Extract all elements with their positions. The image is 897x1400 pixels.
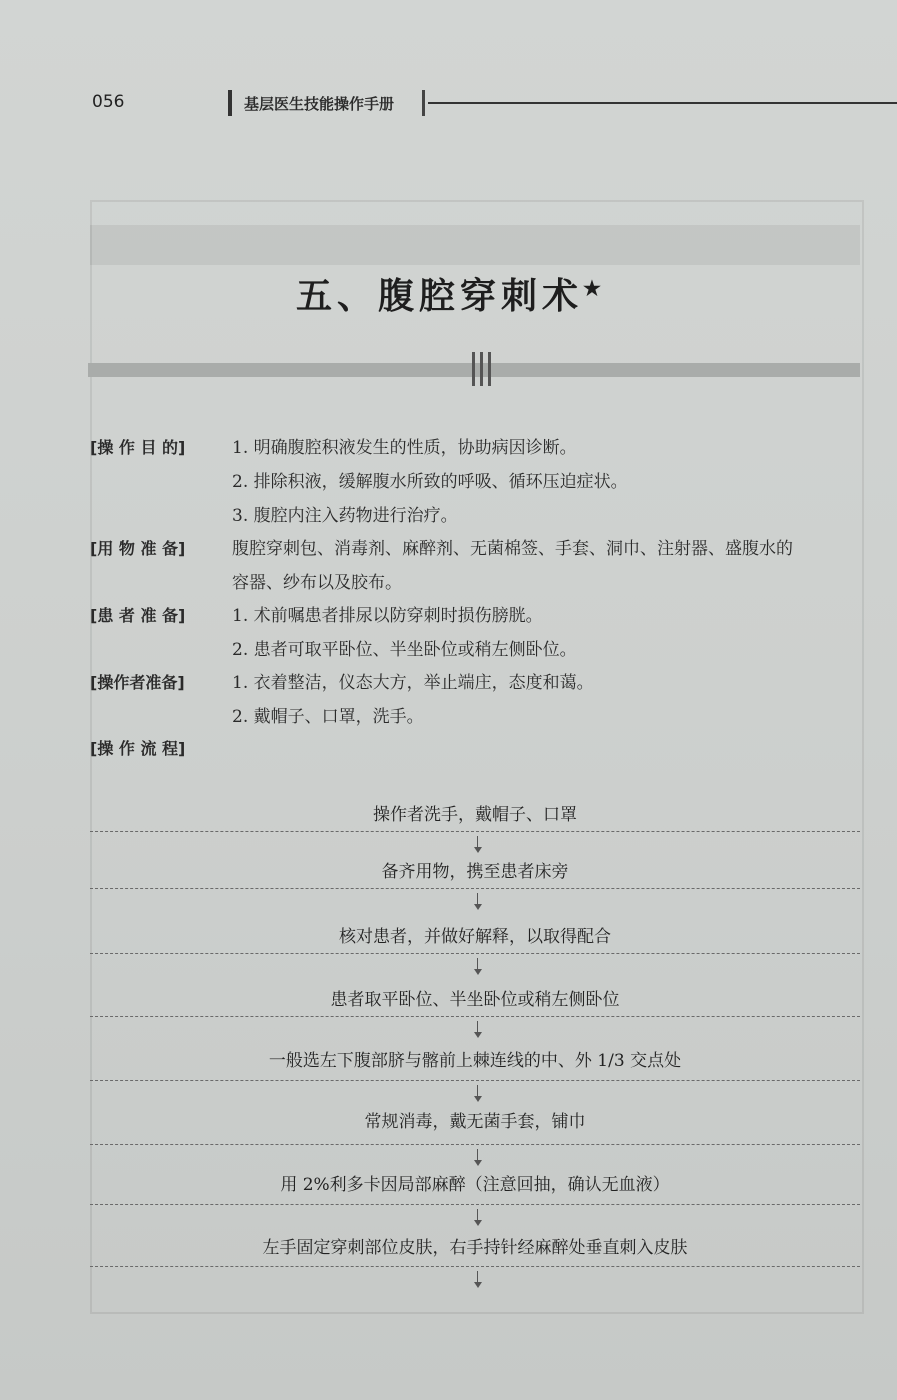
item-line: 2. 排除积液，缓解腹水所致的呼吸、循环压迫症状。 — [232, 472, 628, 492]
arrow-down-icon — [474, 958, 482, 976]
flow-step: 患者取平卧位、半坐卧位或稍左侧卧位 — [330, 990, 620, 1010]
item-line: 腹腔穿刺包、消毒剂、麻醉剂、无菌棉签、手套、洞巾、注射器、盛腹水的 — [232, 539, 793, 559]
flow-divider — [90, 1144, 860, 1145]
item-line: 3. 腹腔内注入药物进行治疗。 — [232, 506, 458, 526]
item-label: [用 物 准 备] — [90, 539, 186, 558]
item-label: [患 者 准 备] — [90, 606, 186, 625]
item-body — [232, 666, 862, 734]
section-title-text: 五、腹腔穿刺术 — [296, 275, 584, 317]
arrow-down-icon — [474, 893, 482, 911]
item-label: [操 作 流 程] — [90, 739, 186, 758]
header-divider — [228, 90, 232, 116]
band-marker — [470, 352, 494, 386]
book-title: 基层医生技能操作手册 — [244, 95, 395, 113]
item-label: [操作者准备] — [90, 673, 185, 692]
item-body — [232, 532, 862, 600]
flow-divider — [90, 1204, 860, 1205]
flow-divider — [90, 1266, 860, 1267]
flow-divider — [90, 1080, 860, 1081]
arrow-down-icon — [474, 1271, 482, 1289]
flow-step: 用 2%利多卡因局部麻醉（注意回抽，确认无血液） — [280, 1175, 670, 1195]
flow-step: 左手固定穿刺部位皮肤，右手持针经麻醉处垂直刺入皮肤 — [262, 1238, 688, 1258]
star-icon: ★ — [583, 276, 601, 300]
section-title — [0, 268, 897, 319]
item-line: 2. 戴帽子、口罩，洗手。 — [232, 707, 424, 727]
running-header — [92, 88, 860, 120]
header-divider-2 — [422, 90, 425, 116]
flow-divider — [90, 953, 860, 954]
flow-divider — [90, 831, 860, 832]
item-line: 2. 患者可取平卧位、半坐卧位或稍左侧卧位。 — [232, 640, 577, 660]
flow-step: 一般选左下腹部脐与髂前上棘连线的中、外 1/3 交点处 — [268, 1051, 682, 1071]
item-label: [操 作 目 的] — [90, 438, 186, 457]
bleed-through-band — [90, 225, 860, 265]
flow-divider — [90, 1016, 860, 1017]
arrow-down-icon — [474, 836, 482, 854]
flow-step: 操作者洗手，戴帽子、口罩 — [373, 805, 577, 825]
header-rule — [428, 102, 897, 104]
item-body — [232, 599, 862, 667]
page-number: 056 — [92, 92, 125, 112]
arrow-down-icon — [474, 1209, 482, 1227]
item-line: 1. 明确腹腔积液发生的性质，协助病因诊断。 — [232, 438, 577, 458]
item-line: 1. 衣着整洁，仪态大方，举止端庄，态度和蔼。 — [232, 673, 594, 693]
flow-step: 常规消毒，戴无菌手套，铺巾 — [364, 1112, 586, 1132]
item-line: 1. 术前嘱患者排尿以防穿刺时损伤膀胱。 — [232, 606, 543, 626]
flow-divider — [90, 888, 860, 889]
arrow-down-icon — [474, 1149, 482, 1167]
flow-step: 备齐用物，携至患者床旁 — [381, 862, 569, 882]
item-line: 容器、纱布以及胶布。 — [232, 573, 402, 593]
flow-step: 核对患者，并做好解释，以取得配合 — [339, 927, 611, 947]
arrow-down-icon — [474, 1085, 482, 1103]
arrow-down-icon — [474, 1021, 482, 1039]
item-body — [232, 431, 862, 533]
